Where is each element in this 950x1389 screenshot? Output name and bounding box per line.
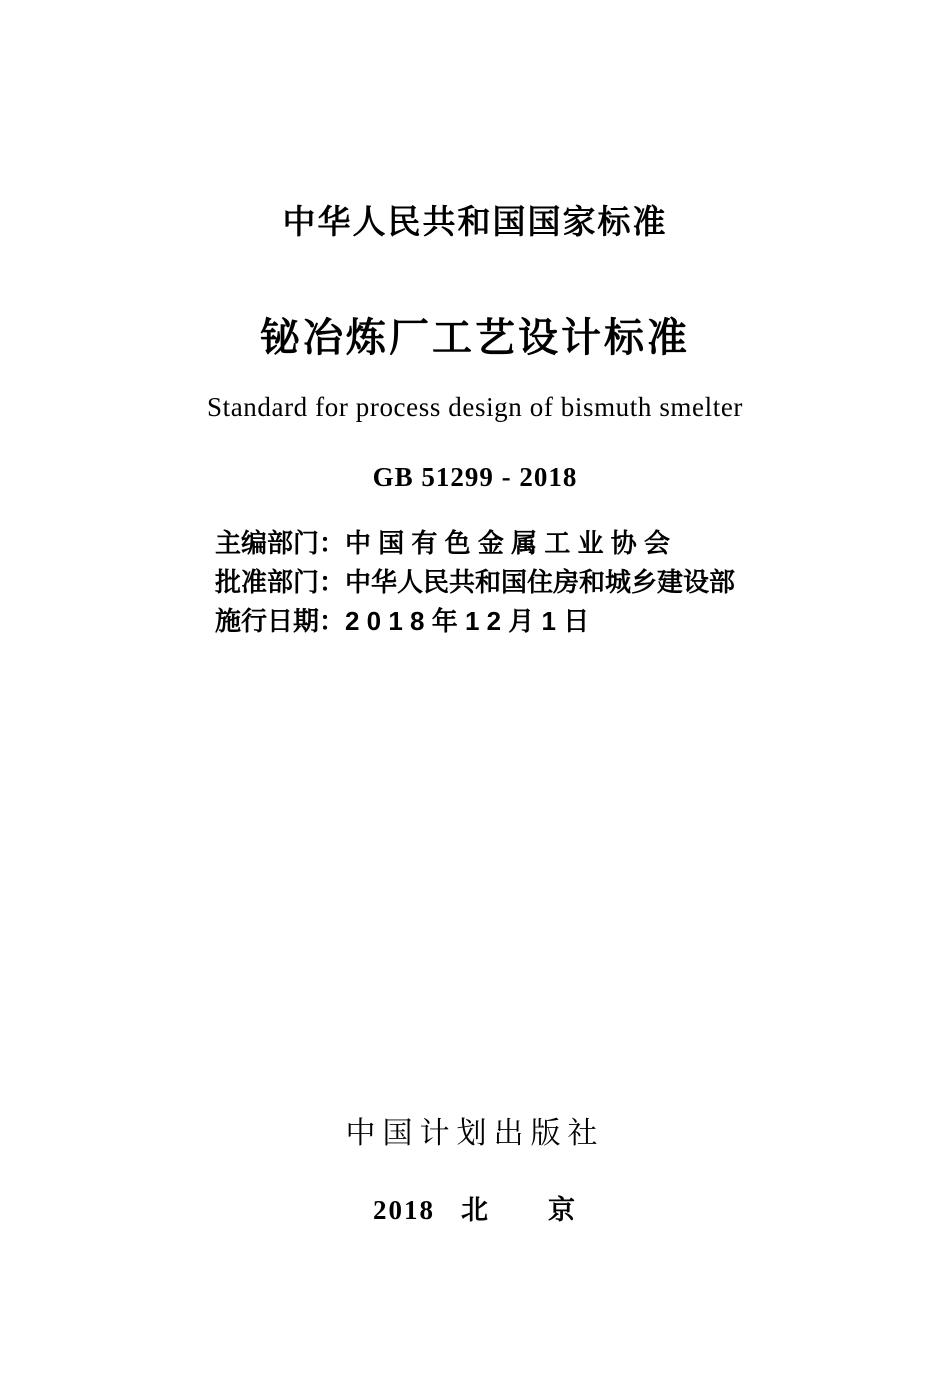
national-standard-heading: 中华人民共和国国家标准 [282,203,668,240]
effective-date-line: 施行日期：2 0 1 8 年 1 2 月 1 日 [214,606,590,636]
cover-metadata [0,524,950,641]
approval-department-line: 批准部门：中华人民共和国住房和城乡建设部 [214,567,735,597]
page-title: 铋冶炼厂工艺设计标准 [260,315,690,360]
publisher-name: 中国计划出版社 [345,1117,605,1150]
publication-year: 2018 [373,1195,435,1225]
page-title-english: Standard for process design of bismuth smelter [207,392,743,422]
publication-line [0,1188,950,1227]
chief-department-line: 主编部门：中 国 有 色 金 属 工 业 协 会 [214,528,670,558]
publication-city: 北 京 [461,1195,577,1225]
standard-code: GB 51299 - 2018 [372,462,578,492]
